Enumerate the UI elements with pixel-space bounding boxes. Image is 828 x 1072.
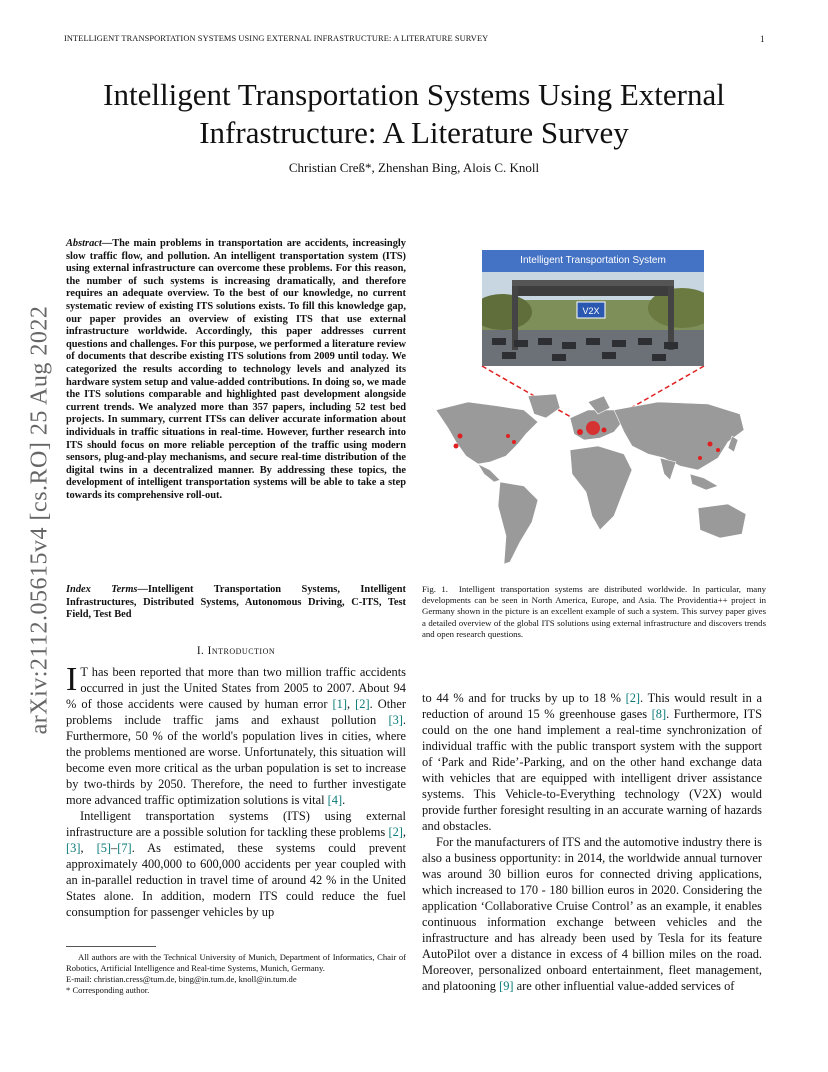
body-text: are other influential value-added services of <box>513 979 735 993</box>
citation-link[interactable]: [2] <box>388 825 403 839</box>
section-number: I. <box>196 645 205 657</box>
europe-marker <box>602 428 607 433</box>
citation-link[interactable]: [7] <box>117 841 132 855</box>
its-banner: Intelligent Transportation System <box>482 250 704 272</box>
body-text: For the manufacturers of ITS and the automotive industry there is also a business opportunity: in 2014, the worldwide annual turnover was around 30 billion euros for connected driving applications, which increased to 170 - 180 billion euros in 2020. Considering the application ‘Collaborative Cruise Control’ as an example, it enables continuous information exchange between vehicles and the infrastructure and has already been used by Tesla for its feature AutoPilot over a distance in excess of 4 billion miles on the road. Moreover, personalized onboard entertainment, fleet management, and platooning <box>422 835 762 993</box>
citation-link[interactable]: [4] <box>327 793 343 807</box>
intro-text: . Furthermore, 50 % of the world's population lives in cities, where the problems mentioned are worse. Unfortunately, this situation will become even more critical as the urban population is set to increase by two-thirds by 2050. Therefore, the need to further investigate more advanced traffic optimization solutions is vital <box>66 713 406 807</box>
footnote-rule <box>66 946 156 947</box>
body-text: . This would result in a reduction of around 15 % greenhouse gases <box>422 691 762 721</box>
abstract-label: Abstract <box>66 238 102 249</box>
intro-body <box>66 661 406 920</box>
v2x-label: V2X <box>582 306 600 316</box>
citation-link[interactable]: [1] <box>332 697 347 711</box>
citation-link[interactable]: [2] <box>355 697 370 711</box>
gantry-photo <box>482 272 704 366</box>
index-terms-label: Index Terms <box>66 584 138 595</box>
author-list: Christian Creß*, Zhenshan Bing, Alois C. Knoll <box>288 160 540 175</box>
continents <box>436 394 746 564</box>
paper-title <box>40 76 788 152</box>
right-paragraph-2 <box>422 834 762 994</box>
section-title: Introduction <box>207 645 276 657</box>
figure-caption <box>422 584 766 640</box>
intro-paragraph-1: I T has been reported that more than two million traffic accidents occurred in just the United States from 2005 to 2007. About 94 % of those accidents were caused by human error [1], [2]. Other problems include traffic jams and exhaust pollution [3]. Furthermore, 50 % of the world's population lives in cities, where the problems mentioned are worse. Unfortunately, this situation will become even more critical as the urban population is set to increase by two-thirds by 2050. Therefore, the need to further investigate more advanced traffic optimization solutions is vital [4]. <box>66 661 406 807</box>
north-america-marker <box>512 440 516 444</box>
figure-caption-label: Fig. 1. <box>422 584 448 594</box>
citation-link[interactable]: [3] <box>66 841 81 855</box>
citation-link[interactable]: [2] <box>625 691 641 705</box>
citation-link[interactable]: [9] <box>499 979 514 993</box>
citation-link[interactable]: [8] <box>651 707 667 721</box>
gantry-photo-illustration <box>482 272 704 366</box>
germany-marker <box>586 421 600 435</box>
intro-text: . As estimated, these systems could prevent approximately 400,000 to 600,000 accidents per year coupled with an in-parallel reduction in travel time of around 42 % in the United States alone. In addition, modern ITS could reduce the fuel consumption for passenger vehicles by up <box>66 841 406 919</box>
intro-text: Intelligent transportation systems (ITS) using external infrastructure are a possible solution for tackling these problems <box>66 809 406 839</box>
abstract <box>66 238 406 502</box>
page-number: 1 <box>760 34 765 44</box>
world-map <box>428 366 764 576</box>
footnote <box>66 952 406 996</box>
intro-text: . Other problems include traffic jams and exhaust pollution <box>66 697 406 727</box>
body-text: to 44 % and for trucks by up to 18 % <box>422 691 626 705</box>
right-column-body <box>422 690 762 994</box>
citation-link[interactable]: [3] <box>388 713 403 727</box>
footnote-corresponding: * Corresponding author. <box>66 985 150 995</box>
europe-marker <box>577 429 583 435</box>
section-heading <box>66 645 406 657</box>
citation-link[interactable]: [5] <box>96 841 112 855</box>
right-paragraph-1 <box>422 690 762 834</box>
title-line-2: Infrastructure: A Literature Survey <box>199 115 629 150</box>
asia-marker <box>698 456 702 460</box>
intro-text: T has been reported that more than two million traffic accidents occurred in just the United States from 2005 to 2007. About 94 % of those accidents were caused by human error <box>66 665 406 711</box>
arxiv-identifier[interactable]: arXiv:2112.05615v4 [cs.RO] 25 Aug 2022 <box>26 305 53 735</box>
figure-caption-text: Intelligent transportation systems are distributed worldwide. In particular, many developments can be seen in North America, Europe, and Asia. The Providentia++ project in Germany shown in the picture is an excellent example of such a system. This survey paper gives a detailed overview of the global ITS solutions using external infrastructure and discovers trends and open research questions. <box>422 584 766 639</box>
footnote-affiliation: All authors are with the Technical University of Munich, Department of Informatics, Chair of Robotics, Artificial Intelligence and Real-time Systems, Munich, Germany. <box>66 952 406 973</box>
footnote-email: E-mail: christian.cress@tum.de, bing@in.tum.de, knoll@in.tum.de <box>66 974 297 984</box>
abstract-text: —The main problems in transportation are accidents, increasingly slow traffic flow, and pollution. An intelligent transportation system (ITS) using external infrastructure can overcome these problems. For this reason, the number of such systems is increasing dramatically, and therefore requires an adequate overview. To the best of our knowledge, no current systematic review of existing ITS solutions exists. To fill this knowledge gap, our paper provides an overview of existing ITS that use external infrastructure worldwide. Accordingly, this paper addresses current questions and challenges. For this purpose, we performed a literature review of documents that describe existing ITS solutions from 2009 until today. We categorized the results according to technology levels and analyzed its hardware system setup and value-added contributions. In doing so, we made the ITS solutions comparable and highlighted past development alongside current trends. We analyzed more than 357 papers, including 52 test bed projects. In summary, current ITSs can deliver accurate information about individuals in traffic situations in real-time. However, further research into ITS should focus on more reliable perception of the traffic using modern sensors, plug-and-play mechanisms, and secure real-time distribution of the digital twins in a decentralized manner. By addressing these topics, the development of intelligent transportation systems will be able to take a step towards its comprehensive roll-out. <box>66 238 406 501</box>
running-head: INTELLIGENT TRANSPORTATION SYSTEMS USING EXTERNAL INFRASTRUCTURE: A LITERATURE SURVEY <box>64 34 489 43</box>
dropcap-letter: I <box>66 661 78 698</box>
asia-marker <box>708 442 713 447</box>
index-terms-text: —Intelligent Transportation Systems, Intelligent Infrastructures, Distributed Systems, Autonomous Driving, C-ITS, Test Field, Test Bed <box>66 584 406 621</box>
intro-paragraph-2: Intelligent transportation systems (ITS) using external infrastructure are a possible solution for tackling these problems [2], [3], [5]–[7]. As estimated, these systems could prevent approximately 400,000 to 600,000 accidents per year coupled with an in-parallel reduction in travel time of around 42 % in the United States alone. In addition, modern ITS could reduce the fuel consumption for passenger vehicles by up <box>66 809 406 919</box>
body-text: . Furthermore, ITS could on the one hand implement a real-time synchronization of individual traffic with the public transport system with the support of ‘Park and Ride’-Parking, and on the other hand exchange data with vehicles that are equipped with intelligent driver assistance systems. This Vehicle-to-Everything technology (V2X) would provide further foresight resulting in an accurate warning of hazards and obstacles. <box>422 707 762 833</box>
arxiv-sidebar <box>20 280 60 760</box>
index-terms <box>66 584 406 622</box>
title-line-1: Intelligent Transportation Systems Using External <box>103 77 725 112</box>
north-america-marker <box>454 444 459 449</box>
north-america-marker <box>506 434 510 438</box>
asia-marker <box>716 448 720 452</box>
north-america-marker <box>458 434 463 439</box>
